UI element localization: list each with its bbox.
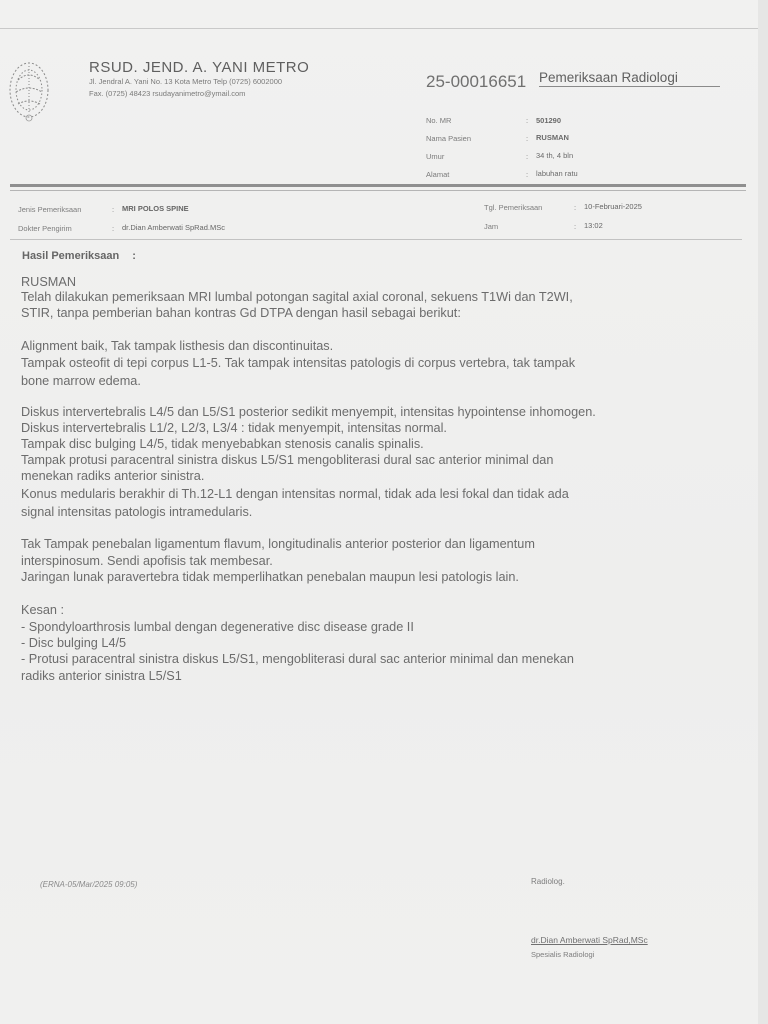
hospital-address: Jl. Jendral A. Yani No. 13 Kota Metro Telp (0725) 6002000 xyxy=(89,77,283,86)
result-line: Tampak osteofit di tepi corpus L1-5. Tak tampak intensitas patologis di corpus vertebra, tak tampak xyxy=(21,356,576,370)
patient-mr-sep: : xyxy=(526,116,529,125)
header-divider-thick xyxy=(10,184,746,187)
patient-mr-value: 501290 xyxy=(536,116,562,125)
exam-doctor-label: Dokter Pengirim xyxy=(18,224,72,233)
exam-time-label: Jam xyxy=(484,222,499,231)
document-code: 25-00016651 xyxy=(426,72,527,91)
result-line: Konus medularis berakhir di Th.12-L1 dengan intensitas normal, tidak ada lesi fokal dan tidak ada xyxy=(21,487,569,501)
patient-address-sep: : xyxy=(526,170,529,179)
exam-divider xyxy=(10,239,742,240)
radiologist-name: dr.Dian Amberwati SpRad,MSc xyxy=(531,935,648,945)
result-line: - Disc bulging L4/5 xyxy=(21,636,127,650)
hospital-name: RSUD. JEND. A. YANI METRO xyxy=(89,59,310,76)
page-top-divider xyxy=(0,28,768,29)
document-title: Pemeriksaan Radiologi xyxy=(539,70,720,87)
patient-age-label: Umur xyxy=(426,152,445,161)
exam-type-sep: : xyxy=(112,205,115,214)
patient-address-value: labuhan ratu xyxy=(536,169,578,178)
result-line: RUSMAN xyxy=(21,275,76,289)
result-line: signal intensitas patologis intramedularis. xyxy=(21,505,253,519)
result-line: - Spondyloarthrosis lumbal dengan degenerative disc disease grade II xyxy=(21,620,414,634)
exam-type-value: MRI POLOS SPINE xyxy=(122,204,189,213)
patient-age-sep: : xyxy=(526,152,529,161)
result-line: Telah dilakukan pemeriksaan MRI lumbal potongan sagital axial coronal, sekuens T1Wi dan T2WI, xyxy=(21,290,573,304)
result-line: STIR, tanpa pemberian bahan kontras Gd DTPA dengan hasil sebagai berikut: xyxy=(21,306,461,320)
header-divider-thin xyxy=(10,190,746,191)
hospital-fax: Fax. (0725) 48423 rsudayanimetro@ymail.com xyxy=(89,89,246,98)
result-line: Tak Tampak penebalan ligamentum flavum, longitudinalis anterior posterior dan ligamentum xyxy=(21,537,535,551)
result-line: - Protusi paracentral sinistra diskus L5/S1, mengobliterasi dural sac anterior minimal dan menekan xyxy=(21,652,574,666)
signature-label: Radiolog. xyxy=(531,877,565,886)
exam-doctor-value: dr.Dian Amberwati SpRad.MSc xyxy=(122,223,225,232)
result-line: Tampak protusi paracentral sinistra diskus L5/S1 mengobliterasi dural sac anterior minimal dan xyxy=(21,453,554,467)
exam-date-label: Tgl. Pemeriksaan xyxy=(484,203,543,212)
patient-name-label: Nama Pasien xyxy=(426,134,472,143)
exam-date-sep: : xyxy=(574,203,577,212)
results-heading xyxy=(22,250,136,262)
exam-doctor-sep: : xyxy=(112,224,115,233)
result-line: radiks anterior sinistra L5/S1 xyxy=(21,669,182,683)
exam-time-sep: : xyxy=(574,222,577,231)
page-right-edge xyxy=(758,0,768,1024)
patient-name-sep: : xyxy=(526,134,529,143)
results-heading-sep: : xyxy=(132,250,136,262)
result-line: Alignment baik, Tak tampak listhesis dan discontinuitas. xyxy=(21,339,334,353)
result-line: Diskus intervertebralis L4/5 dan L5/S1 posterior sedikit menyempit, intensitas hypointense inhomogen. xyxy=(21,405,596,419)
patient-mr-label: No. MR xyxy=(426,116,452,125)
result-line: menekan radiks anterior sinistra. xyxy=(21,469,205,483)
result-line: interspinosum. Sendi apofisis tak membesar. xyxy=(21,554,273,568)
patient-address-label: Alamat xyxy=(426,170,450,179)
result-line: Tampak disc bulging L4/5, tidak menyebabkan stenosis canalis spinalis. xyxy=(21,437,424,451)
patient-name-value: RUSMAN xyxy=(536,133,569,142)
entry-stamp: (ERNA-05/Mar/2025 09:05) xyxy=(40,880,138,889)
exam-time-value: 13:02 xyxy=(584,221,603,230)
hospital-logo-icon xyxy=(8,60,50,126)
result-line: Diskus intervertebralis L1/2, L2/3, L3/4 : tidak menyempit, intensitas normal. xyxy=(21,421,447,435)
radiologist-specialty: Spesialis Radiologi xyxy=(531,950,595,959)
result-line: Jaringan lunak paravertebra tidak memperlihatkan penebalan maupun lesi patologis lain. xyxy=(21,570,519,584)
results-heading-text: Hasil Pemeriksaan xyxy=(22,250,120,262)
exam-date-value: 10-Februari-2025 xyxy=(584,202,642,211)
result-line: bone marrow edema. xyxy=(21,374,141,388)
patient-age-value: 34 th, 4 bln xyxy=(536,151,574,160)
exam-type-label: Jenis Pemeriksaan xyxy=(18,205,82,214)
result-line: Kesan : xyxy=(21,603,65,617)
